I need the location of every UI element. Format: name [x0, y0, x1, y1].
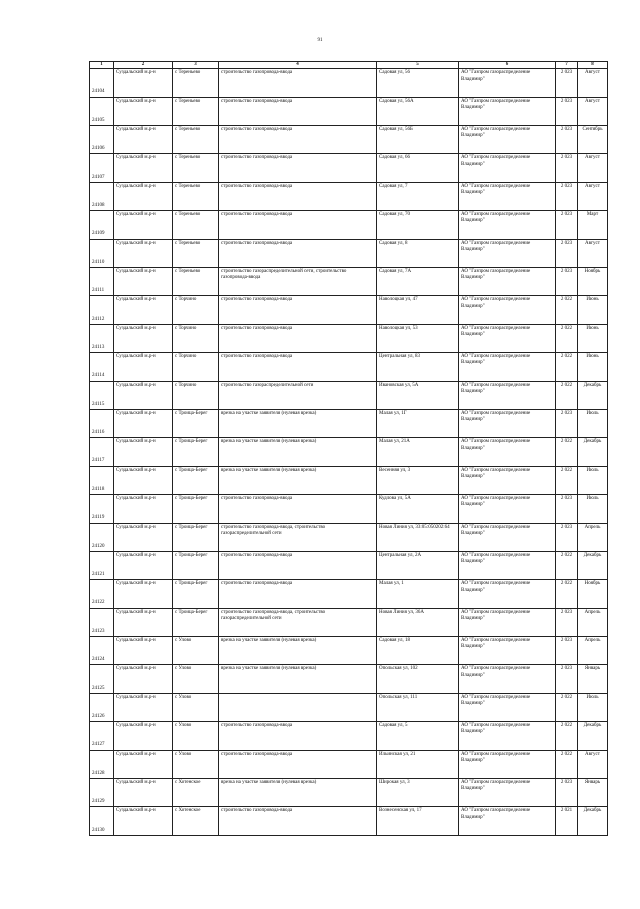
district-cell: Суздальский м.р-н [114, 779, 173, 807]
year-cell: 2 023 [556, 267, 578, 295]
district-cell: Суздальский м.р-н [114, 239, 173, 267]
locality-cell: с Тереньево [173, 154, 219, 182]
work-type-cell: строительство газопровода-ввода [219, 296, 377, 324]
row-number: 24118 [90, 466, 114, 494]
row-number: 24105 [90, 97, 114, 125]
row-number: 24107 [90, 154, 114, 182]
organization-cell: АО "Газпром газораспределение Владимир" [459, 182, 556, 210]
district-cell: Суздальский м.р-н [114, 296, 173, 324]
row-number: 24120 [90, 523, 114, 551]
year-cell: 2 023 [556, 211, 578, 239]
row-number: 24124 [90, 637, 114, 665]
work-type-cell: строительство газопровода-ввода [219, 69, 377, 97]
year-cell: 2 023 [556, 665, 578, 693]
organization-cell: АО "Газпром газораспределение Владимир" [459, 239, 556, 267]
district-cell: Суздальский м.р-н [114, 580, 173, 608]
district-cell: Суздальский м.р-н [114, 551, 173, 579]
address-cell: Наволоцкая ул, 47 [377, 296, 459, 324]
address-cell: Опольская ул, 102 [377, 665, 459, 693]
address-cell: Малая ул, 1Г [377, 409, 459, 437]
row-number: 24115 [90, 381, 114, 409]
district-cell: Суздальский м.р-н [114, 608, 173, 636]
month-cell: Ноябрь [578, 580, 608, 608]
row-number: 24113 [90, 324, 114, 352]
district-cell: Суздальский м.р-н [114, 69, 173, 97]
month-cell: Апрель [578, 608, 608, 636]
address-cell: Малая ул, 1 [377, 580, 459, 608]
row-number: 24106 [90, 126, 114, 154]
data-table [89, 61, 608, 836]
work-type-cell: строительство газопровода-ввода [219, 580, 377, 608]
district-cell: Суздальский м.р-н [114, 637, 173, 665]
month-cell: Август [578, 154, 608, 182]
work-type-cell: строительство газопровода-ввода [219, 750, 377, 778]
district-cell: Суздальский м.р-н [114, 353, 173, 381]
locality-cell: с Торчино [173, 381, 219, 409]
table-row [90, 750, 608, 778]
locality-cell: с Улово [173, 750, 219, 778]
organization-cell: АО "Газпром газораспределение Владимир" [459, 750, 556, 778]
month-cell: Июнь [578, 296, 608, 324]
locality-cell: с Торчино [173, 296, 219, 324]
table-body [90, 69, 608, 836]
year-cell: 2 022 [556, 722, 578, 750]
month-cell: Июль [578, 466, 608, 494]
district-cell: Суздальский м.р-н [114, 409, 173, 437]
row-number: 24128 [90, 750, 114, 778]
district-cell: Суздальский м.р-н [114, 324, 173, 352]
organization-cell: АО "Газпром газораспределение Владимир" [459, 296, 556, 324]
year-cell: 2 023 [556, 182, 578, 210]
work-type-cell: строительство газопровода-ввода [219, 182, 377, 210]
work-type-cell: строительство газопровода-ввода [219, 211, 377, 239]
work-type-cell: врезка на участке заявителя (нулевая врезка) [219, 409, 377, 437]
address-cell: Малая ул, 21А [377, 438, 459, 466]
organization-cell: АО "Газпром газораспределение Владимир" [459, 807, 556, 835]
year-cell: 2 022 [556, 551, 578, 579]
row-number: 24126 [90, 693, 114, 721]
month-cell: Июль [578, 693, 608, 721]
row-number: 24129 [90, 779, 114, 807]
table-row [90, 722, 608, 750]
month-cell: Январь [578, 665, 608, 693]
table-row [90, 665, 608, 693]
locality-cell: с Троица-Берег [173, 551, 219, 579]
locality-cell: с Торчино [173, 353, 219, 381]
organization-cell: АО "Газпром газораспределение Владимир" [459, 580, 556, 608]
organization-cell: АО "Газпром газораспределение Владимир" [459, 97, 556, 125]
year-cell: 2 022 [556, 693, 578, 721]
month-cell: Декабрь [578, 438, 608, 466]
address-cell: Опольская ул, 111 [377, 693, 459, 721]
month-cell: Август [578, 97, 608, 125]
district-cell: Суздальский м.р-н [114, 665, 173, 693]
column-header: 3 [173, 62, 219, 69]
year-cell: 2 022 [556, 580, 578, 608]
address-cell: Садовая ул, 56Б [377, 126, 459, 154]
district-cell: Суздальский м.р-н [114, 182, 173, 210]
locality-cell: с Троица-Берег [173, 495, 219, 523]
district-cell: Суздальский м.р-н [114, 154, 173, 182]
work-type-cell: строительство газопровода-ввода [219, 551, 377, 579]
month-cell: Июнь [578, 353, 608, 381]
table-row [90, 608, 608, 636]
work-type-cell: строительство газопровода-ввода [219, 239, 377, 267]
year-cell: 2 023 [556, 495, 578, 523]
locality-cell: с Тереньево [173, 211, 219, 239]
work-type-cell: строительство газопровода-ввода [219, 324, 377, 352]
district-cell: Суздальский м.р-н [114, 267, 173, 295]
year-cell: 2 023 [556, 608, 578, 636]
organization-cell: АО "Газпром газораспределение Владимир" [459, 779, 556, 807]
locality-cell: с Улово [173, 693, 219, 721]
work-type-cell: строительство газораспределительной сети, строительство газопровода-ввода [219, 267, 377, 295]
table-row [90, 381, 608, 409]
table-row [90, 466, 608, 494]
locality-cell: с Троица-Берег [173, 466, 219, 494]
year-cell: 2 022 [556, 750, 578, 778]
address-cell: Садовая ул, 66 [377, 154, 459, 182]
work-type-cell: строительство газораспределительной сети [219, 381, 377, 409]
month-cell: Август [578, 182, 608, 210]
month-cell: Декабрь [578, 381, 608, 409]
work-type-cell: строительство газопровода-ввода [219, 97, 377, 125]
row-number: 24104 [90, 69, 114, 97]
year-cell: 2 021 [556, 807, 578, 835]
organization-cell: АО "Газпром газораспределение Владимир" [459, 495, 556, 523]
month-cell: Январь [578, 779, 608, 807]
organization-cell: АО "Газпром газораспределение Владимир" [459, 551, 556, 579]
column-header-row [90, 62, 608, 69]
locality-cell: с Улово [173, 722, 219, 750]
row-number: 24123 [90, 608, 114, 636]
address-cell: Садовая ул, 7А [377, 267, 459, 295]
district-cell: Суздальский м.р-н [114, 438, 173, 466]
month-cell: Апрель [578, 523, 608, 551]
locality-cell: с Тереньево [173, 126, 219, 154]
district-cell: Суздальский м.р-н [114, 750, 173, 778]
table-row [90, 580, 608, 608]
work-type-cell: врезка на участке заявителя (нулевая врезка) [219, 779, 377, 807]
table-row [90, 239, 608, 267]
address-cell: Ивановская ул, 5А [377, 381, 459, 409]
locality-cell: с Троица-Берег [173, 608, 219, 636]
locality-cell: с Хотенское [173, 779, 219, 807]
work-type-cell: врезка на участке заявителя (нулевая врезка) [219, 637, 377, 665]
table-row [90, 324, 608, 352]
district-cell: Суздальский м.р-н [114, 211, 173, 239]
organization-cell: АО "Газпром газораспределение Владимир" [459, 409, 556, 437]
table-row [90, 69, 608, 97]
organization-cell: АО "Газпром газораспределение Владимир" [459, 154, 556, 182]
table-row [90, 693, 608, 721]
organization-cell: АО "Газпром газораспределение Владимир" [459, 637, 556, 665]
year-cell: 2 022 [556, 296, 578, 324]
row-number: 24110 [90, 239, 114, 267]
work-type-cell: строительство газопровода-ввода [219, 495, 377, 523]
year-cell: 2 022 [556, 381, 578, 409]
year-cell: 2 022 [556, 353, 578, 381]
table-row [90, 495, 608, 523]
address-cell: Широкая ул, 3 [377, 779, 459, 807]
row-number: 24122 [90, 580, 114, 608]
locality-cell: с Хотенское [173, 807, 219, 835]
address-cell: Садовая ул, 5 [377, 722, 459, 750]
address-cell: Центральная ул, 2А [377, 551, 459, 579]
address-cell: Садовая ул, 7 [377, 182, 459, 210]
organization-cell: АО "Газпром газораспределение Владимир" [459, 523, 556, 551]
work-type-cell: врезка на участке заявителя (нулевая врезка) [219, 466, 377, 494]
district-cell: Суздальский м.р-н [114, 523, 173, 551]
work-type-cell: строительство газопровода-ввода [219, 154, 377, 182]
table-row [90, 211, 608, 239]
address-cell: Центральная ул, 83 [377, 353, 459, 381]
month-cell: Март [578, 211, 608, 239]
district-cell: Суздальский м.р-н [114, 381, 173, 409]
month-cell: Ноябрь [578, 267, 608, 295]
locality-cell: с Улово [173, 665, 219, 693]
address-cell: Садовая ул, 18 [377, 637, 459, 665]
address-cell: Новая Линия ул, 33:05:050202:64 [377, 523, 459, 551]
organization-cell: АО "Газпром газораспределение Владимир" [459, 69, 556, 97]
row-number: 24127 [90, 722, 114, 750]
column-header: 5 [377, 62, 459, 69]
address-cell: Весенняя ул, 3 [377, 466, 459, 494]
organization-cell: АО "Газпром газораспределение Владимир" [459, 466, 556, 494]
organization-cell: АО "Газпром газораспределение Владимир" [459, 211, 556, 239]
district-cell: Суздальский м.р-н [114, 97, 173, 125]
locality-cell: с Троица-Берег [173, 580, 219, 608]
table-row [90, 779, 608, 807]
year-cell: 2 023 [556, 69, 578, 97]
year-cell: 2 022 [556, 438, 578, 466]
district-cell: Суздальский м.р-н [114, 466, 173, 494]
month-cell: Август [578, 69, 608, 97]
month-cell: Август [578, 239, 608, 267]
table-row [90, 296, 608, 324]
organization-cell: АО "Газпром газораспределение Владимир" [459, 267, 556, 295]
table-row [90, 438, 608, 466]
row-number: 24116 [90, 409, 114, 437]
table-row [90, 154, 608, 182]
district-cell: Суздальский м.р-н [114, 495, 173, 523]
table-row [90, 126, 608, 154]
organization-cell: АО "Газпром газораспределение Владимир" [459, 126, 556, 154]
organization-cell: АО "Газпром газораспределение Владимир" [459, 722, 556, 750]
work-type-cell: врезка на участке заявителя (нулевая врезка) [219, 665, 377, 693]
locality-cell: с Тереньево [173, 69, 219, 97]
locality-cell: с Улово [173, 637, 219, 665]
work-type-cell: строительство газопровода-ввода [219, 722, 377, 750]
address-cell: Наволоцкая ул, 53 [377, 324, 459, 352]
month-cell: Декабрь [578, 807, 608, 835]
row-number: 24119 [90, 495, 114, 523]
address-cell: Садовая ул, 8 [377, 239, 459, 267]
table-row [90, 97, 608, 125]
month-cell: Апрель [578, 637, 608, 665]
row-number: 24117 [90, 438, 114, 466]
locality-cell: с Тереньево [173, 267, 219, 295]
column-header: 7 [556, 62, 578, 69]
district-cell: Суздальский м.р-н [114, 722, 173, 750]
row-number: 24121 [90, 551, 114, 579]
work-type-cell: строительство газопровода-ввода [219, 353, 377, 381]
locality-cell: с Тереньево [173, 182, 219, 210]
month-cell: Август [578, 750, 608, 778]
work-type-cell: строительство газопровода-ввода [219, 126, 377, 154]
table-row [90, 523, 608, 551]
locality-cell: с Тереньево [173, 97, 219, 125]
year-cell: 2 023 [556, 409, 578, 437]
organization-cell: АО "Газпром газораспределение Владимир" [459, 353, 556, 381]
organization-cell: АО "Газпром газораспределение Владимир" [459, 608, 556, 636]
address-cell: Садовая ул, 56А [377, 97, 459, 125]
month-cell: Декабрь [578, 551, 608, 579]
work-type-cell: строительство газопровода-ввода, строительство газораспределительной сети [219, 523, 377, 551]
locality-cell: с Троица-Берег [173, 409, 219, 437]
month-cell: Июль [578, 409, 608, 437]
page-number: 91 [317, 38, 323, 43]
row-number: 24112 [90, 296, 114, 324]
locality-cell: с Торчино [173, 324, 219, 352]
table-row [90, 267, 608, 295]
year-cell: 2 023 [556, 523, 578, 551]
locality-cell: с Троица-Берег [173, 438, 219, 466]
organization-cell: АО "Газпром газораспределение Владимир" [459, 665, 556, 693]
work-type-cell: строительство газопровода-ввода [219, 807, 377, 835]
address-cell: Вознесенская ул, 17 [377, 807, 459, 835]
district-cell: Суздальский м.р-н [114, 807, 173, 835]
table-row [90, 551, 608, 579]
table-row [90, 637, 608, 665]
month-cell: Июль [578, 495, 608, 523]
table-row [90, 182, 608, 210]
year-cell: 2 023 [556, 97, 578, 125]
district-cell: Суздальский м.р-н [114, 126, 173, 154]
table-row [90, 353, 608, 381]
organization-cell: АО "Газпром газораспределение Владимир" [459, 324, 556, 352]
month-cell: Сентябрь [578, 126, 608, 154]
work-type-cell: врезка на участке заявителя (нулевая врезка) [219, 438, 377, 466]
work-type-cell: строительство газопровода-ввода, строительство газораспределительной сети [219, 608, 377, 636]
address-cell: Кудлова ул, 5А [377, 495, 459, 523]
column-header: 4 [219, 62, 377, 69]
column-header: 8 [578, 62, 608, 69]
row-number: 24114 [90, 353, 114, 381]
row-number: 24125 [90, 665, 114, 693]
locality-cell: с Тереньево [173, 239, 219, 267]
column-header: 6 [459, 62, 556, 69]
locality-cell: с Троица-Берег [173, 523, 219, 551]
year-cell: 2 023 [556, 126, 578, 154]
row-number: 24130 [90, 807, 114, 835]
organization-cell: АО "Газпром газораспределение Владимир" [459, 693, 556, 721]
year-cell: 2 023 [556, 154, 578, 182]
address-cell: Ильинская ул, 21 [377, 750, 459, 778]
column-header: 2 [114, 62, 173, 69]
address-cell: Садовая ул, 70 [377, 211, 459, 239]
work-type-cell [219, 693, 377, 721]
address-cell: Садовая ул, 56 [377, 69, 459, 97]
month-cell: Июнь [578, 324, 608, 352]
column-header: 1 [90, 62, 114, 69]
year-cell: 2 022 [556, 466, 578, 494]
month-cell: Декабрь [578, 722, 608, 750]
organization-cell: АО "Газпром газораспределение Владимир" [459, 381, 556, 409]
year-cell: 2 023 [556, 239, 578, 267]
year-cell: 2 022 [556, 324, 578, 352]
row-number: 24111 [90, 267, 114, 295]
table-row [90, 409, 608, 437]
row-number: 24109 [90, 211, 114, 239]
organization-cell: АО "Газпром газораспределение Владимир" [459, 438, 556, 466]
address-cell: Новая Линия ул, 36А [377, 608, 459, 636]
year-cell: 2 023 [556, 779, 578, 807]
year-cell: 2 023 [556, 637, 578, 665]
row-number: 24108 [90, 182, 114, 210]
table-row [90, 807, 608, 835]
district-cell: Суздальский м.р-н [114, 693, 173, 721]
